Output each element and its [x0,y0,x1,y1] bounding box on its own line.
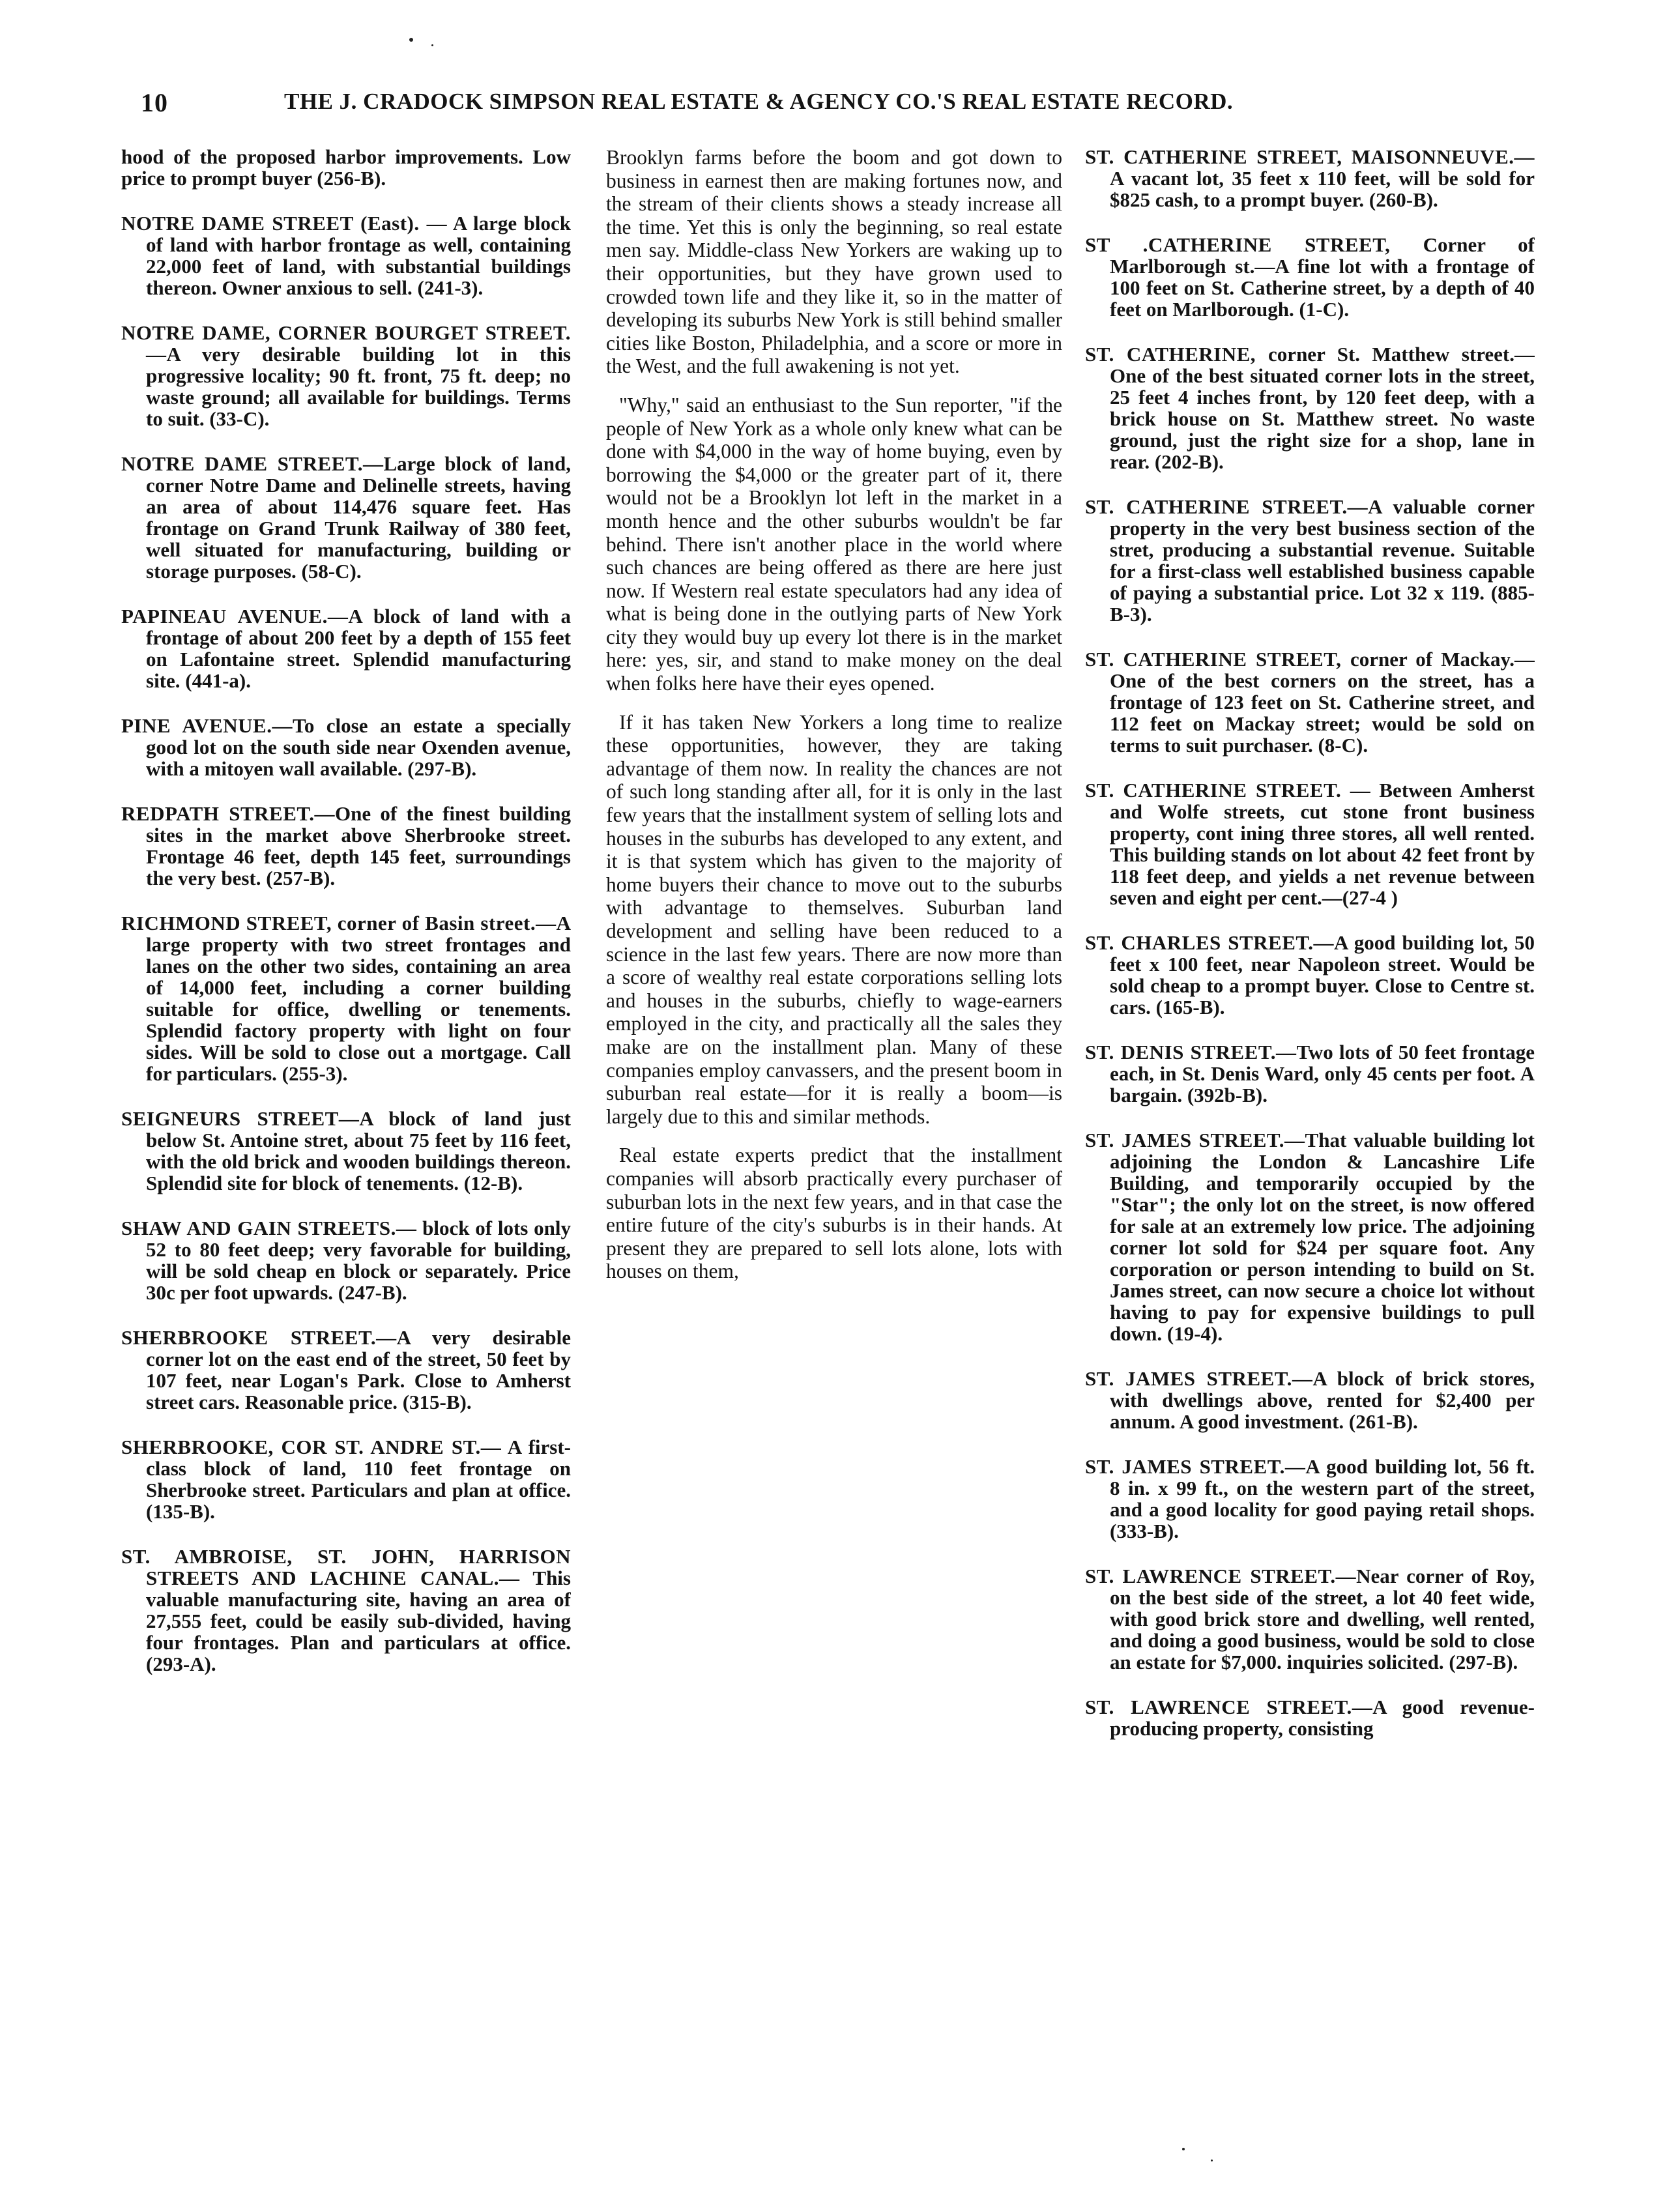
listing-entry [1085,1565,1535,1673]
listing-text: A good revenue-producing property, consisting [1110,1696,1535,1740]
listing-entry [1085,1368,1535,1432]
listing-heading: NOTRE DAME STREET.— [121,452,384,475]
listing-heading: ST. LAWRENCE STREET.— [1085,1696,1373,1718]
listing-entry [1085,496,1535,625]
listing-heading: ST. CATHERINE STREET, [1085,648,1350,671]
listing-heading: ST. DENIS STREET.— [1085,1041,1297,1063]
listing-text: hood of the proposed harbor improvements. Low price to prompt buyer (256-B). [121,146,571,190]
listing-entry [121,453,571,582]
listing-entry [121,715,571,779]
listing-heading: NOTRE DAME, CORNER BOURGET STREET.— [121,321,571,366]
listing-text: To close an estate a specially good lot on the south side near Oxenden avenue, with a mitoyen wall available. (297-B). [146,714,571,780]
listing-text: A first-class block of land, 110 feet frontage on Sherbrooke street. Particulars and plan at office. (135-B). [146,1436,571,1523]
listing-heading: ST. LAWRENCE STREET.— [1085,1565,1357,1587]
listing-heading: ST. CATHERINE STREET, MAISONNEUVE.— [1085,146,1535,168]
listing-entry [121,212,571,298]
listing-text: corner of Mackay.—One of the best corners on the street, has a frontage of 123 feet on St. Catherine street, and 112 feet on Mackay street; would be sold on terms to suit purchaser. (8-C). [1110,648,1535,757]
listing-text: A valuable corner property in the very best business section of the stret, producing a substantial revenue. Suitable for a first-class well established business capable of paying a substantial price. Lot 32 x 119. (885-B-3). [1110,495,1535,626]
listing-text: That valuable building lot adjoining the London & Lancashire Life Building, and temporarily occupied by the "Star"; the only lot on the street, is now offered for sale at an extremely low price. The adjoining corner lot sold for $24 per square foot. Any corporation or person intending to build on St. James street, can now secure a choice lot without having to pay for expensive buildings to pull down. (19-4). [1110,1129,1535,1345]
listing-entry [121,803,571,889]
listing-entry [121,1436,571,1522]
listing-entry [1085,1041,1535,1106]
listing-text: A block of land just below St. Antoine stret, about 75 feet by 116 feet, with the old brick and wooden buildings thereon. Splendid site for block of tenements. (12-B). [146,1107,571,1194]
right-column [1085,146,1535,2101]
listing-entry [1085,648,1535,756]
page-number: 10 [141,88,168,117]
left-column [121,146,571,2101]
listing-heading: ST. JAMES STREET.— [1085,1129,1305,1151]
article-paragraph: If it has taken New Yorkers a long time to realize these opportunities, however, they are taking advantage of them now. In reality the chances are not of such long standing after all, for it is only in the last few years that the installment system of selling lots and houses in the suburbs has developed to any extent, and it is that system which has given to the majority of home buyers their chance to move out to the suburbs with advantage to themselves. Suburban land development and selling have been reduced to a science in the last few years. There are now more than a score of wealthy real estate corporations selling lots and houses in the suburbs, chiefly to wage-earners employed in the city, and practically all the sales they make are on the installment plan. Many of these companies employ canvassers, and the present boom in suburban real estate—for it is really a boom—is largely due to this and similar methods. [606,710,1062,1128]
listing-heading: SHERBROOKE STREET.— [121,1326,397,1349]
listing-entry [1085,343,1535,472]
listing-heading: ST. JAMES STREET.— [1085,1367,1313,1390]
listing-entry [121,912,571,1084]
listing-text: corner St. Matthew street.—One of the best situated corner lots in the street, 25 feet 4 inches front, by 120 feet deep, with a brick house on St. Matthew street. No waste ground, just the right size for a shop, lane in rear. (202-B). [1110,343,1535,473]
article-paragraph: Brooklyn farms before the boom and got down to business in earnest then are making fortunes now, and the stream of their clients shows a steady increase all the time. Yet this is only the beginning, so real estate men say. Middle-class New Yorkers are waking up to their opportunities, but they have grown used to crowded town life and they like it, so in the matter of developing its suburbs New York is still behind smaller cities like Boston, Philadelphia, and a score or more in the West, and the full awakening is not yet. [606,146,1062,378]
listing-entry [121,605,571,691]
print-speck [431,44,433,46]
listing-text: A large block of land with harbor frontage as well, containing 22,000 feet of land, with substantial buildings thereon. Owner anxious to sell. (241-3). [146,212,571,299]
listing-heading: ST. CHARLES STREET.— [1085,931,1335,954]
listing-heading: ST. CATHERINE STREET.— [1085,495,1369,518]
listing-text: A large property with two street frontages and lanes on the other two sides, containing an area of 14,000 feet, including a corner building suitable for office, dwelling or tenements. Splendid factory property with light on four sides. Will be sold to close out a mortgage. Call for particulars. (255-3). [146,912,571,1085]
listing-heading: RICHMOND STREET, corner of Basin street.— [121,912,557,934]
listing-text: Large block of land, corner Notre Dame and Delinelle streets, having an area of about 114,476 square feet. Has frontage on Grand Trunk Railway of 380 feet, well situated for manufacturing, building or storage purposes. (58-C). [146,452,571,583]
listing-heading: NOTRE DAME STREET (East). — [121,212,448,235]
listing-text: Between Amherst and Wolfe streets, cut stone front business property, cont ining three stores, all well rented. This building stands on lot about 42 feet front by 118 feet deep, and yields a net revenue between seven and eight per cent.—(27-4 ) [1110,779,1535,909]
running-title: THE J. CRADOCK SIMPSON REAL ESTATE & AGENCY CO.'S REAL ESTATE RECORD. [284,89,1234,114]
listing-text: One of the finest building sites in the market above Sherbrooke street. Frontage 46 feet, depth 145 feet, surroundings the very best. (257-B). [146,802,571,889]
listing-text: A block of land with a frontage of about 200 feet by a depth of 155 feet on Lafontaine street. Splendid manufacturing site. (441-a). [146,605,571,692]
listing-entry [121,146,571,189]
listing-entry [121,1108,571,1194]
listing-heading: ST. CATHERINE STREET. — [1085,779,1371,802]
listing-text: This valuable manufacturing site, having an area of 27,555 feet, could be easily sub-divided, having four frontages. Plan and particulars at office. (293-A). [146,1567,571,1675]
listing-heading: PINE AVENUE.— [121,714,293,737]
listing-text: Corner of Marlborough st.—A fine lot with a frontage of 100 feet on St. Catherine street, by a depth of 40 feet on Marlborough. (1-C). [1110,233,1535,321]
listing-heading: SHERBROOKE, COR ST. ANDRE ST.— [121,1436,502,1458]
listing-heading: REDPATH STREET.— [121,802,336,825]
listing-text: Two lots of 50 feet frontage each, in St. Denis Ward, only 45 cents per foot. A bargain. (392b-B). [1110,1041,1535,1106]
listing-heading: SEIGNEURS STREET— [121,1107,360,1130]
listing-entry [1085,1696,1535,1739]
listing-text: A very desirable building lot in this progressive locality; 90 ft. front, 75 ft. deep; no waste ground; all available for buildings. Terms to suit. (33-C). [146,343,571,430]
listing-entry [1085,779,1535,908]
listing-entry [1085,932,1535,1018]
listing-heading: SHAW AND GAIN STREETS.— [121,1217,417,1239]
listing-entry [1085,1129,1535,1344]
listing-heading: ST. CATHERINE, [1085,343,1269,366]
page-header [141,87,1561,126]
middle-column [606,146,1062,2101]
article-paragraph: "Why," said an enthusiast to the Sun reporter, "if the people of New York as a whole only knew what can be done with $4,000 in the way of home buying, even by borrowing the $4,000 or the greater part of it, there would not be a Brooklyn lot left in the market in a month hence and the other suburbs wouldn't be far behind. There isn't another place in the world where such chances are being offered as there are here just now. If Western real estate speculators had any idea of what is being done in the outlying parts of New York city they would buy up every lot there is in the market here: yes, sir, and stand to make money on the deal when folks here have their eyes opened. [606,393,1062,695]
listing-entry [1085,146,1535,210]
listing-entry [121,322,571,429]
listing-entry [121,1327,571,1413]
print-speck [1182,2148,1185,2150]
print-speck [1211,2160,1213,2161]
listing-text: A very desirable corner lot on the east end of the street, 50 feet by 107 feet, near Logan's Park. Close to Amherst street cars. Reasonable price. (315-B). [146,1326,571,1413]
listing-text: Near corner of Roy, on the best side of the street, a lot 40 feet wide, with good brick store and dwelling, well rented, and doing a good business, would be sold to close an estate for $7,000. inquiries solicited. (297-B). [1110,1565,1535,1673]
listing-text: A good building lot, 56 ft. 8 in. x 99 ft., on the western part of the street, and a good locality for good paying retail shops. (333-B). [1110,1455,1535,1542]
listing-text: block of lots only 52 to 80 feet deep; very favorable for building, will be sold cheap en block or separately. Price 30c per foot upwards. (247-B). [146,1217,571,1304]
listing-heading: ST .CATHERINE STREET, [1085,233,1423,256]
listing-text: A vacant lot, 35 feet x 110 feet, will be sold for $825 cash, to a prompt buyer. (260-B). [1110,167,1535,211]
listing-entry [121,1546,571,1675]
listing-entry [1085,1456,1535,1542]
listing-heading: ST. AMBROISE, ST. JOHN, HARRISON STREETS AND LACHINE CANAL.— [121,1545,571,1589]
listing-heading: PAPINEAU AVENUE.— [121,605,349,628]
listing-text: A block of brick stores, with dwellings above, rented for $2,400 per annum. A good investment. (261-B). [1110,1367,1535,1433]
listing-entry [121,1217,571,1303]
listing-text: A good building lot, 50 feet x 100 feet, near Napoleon street. Would be sold cheap to a prompt buyer. Close to Centre st. cars. (165-B). [1110,931,1535,1019]
listing-entry [1085,234,1535,320]
article-paragraph: Real estate experts predict that the installment companies will absorb practically every purchaser of suburban lots in the next few years, and in that case the entire future of the city's suburbs is in their hands. At present they are prepared to sell lots alone, lots with houses on them, [606,1144,1062,1283]
print-speck [409,38,413,42]
listing-heading: ST. JAMES STREET.— [1085,1455,1306,1478]
